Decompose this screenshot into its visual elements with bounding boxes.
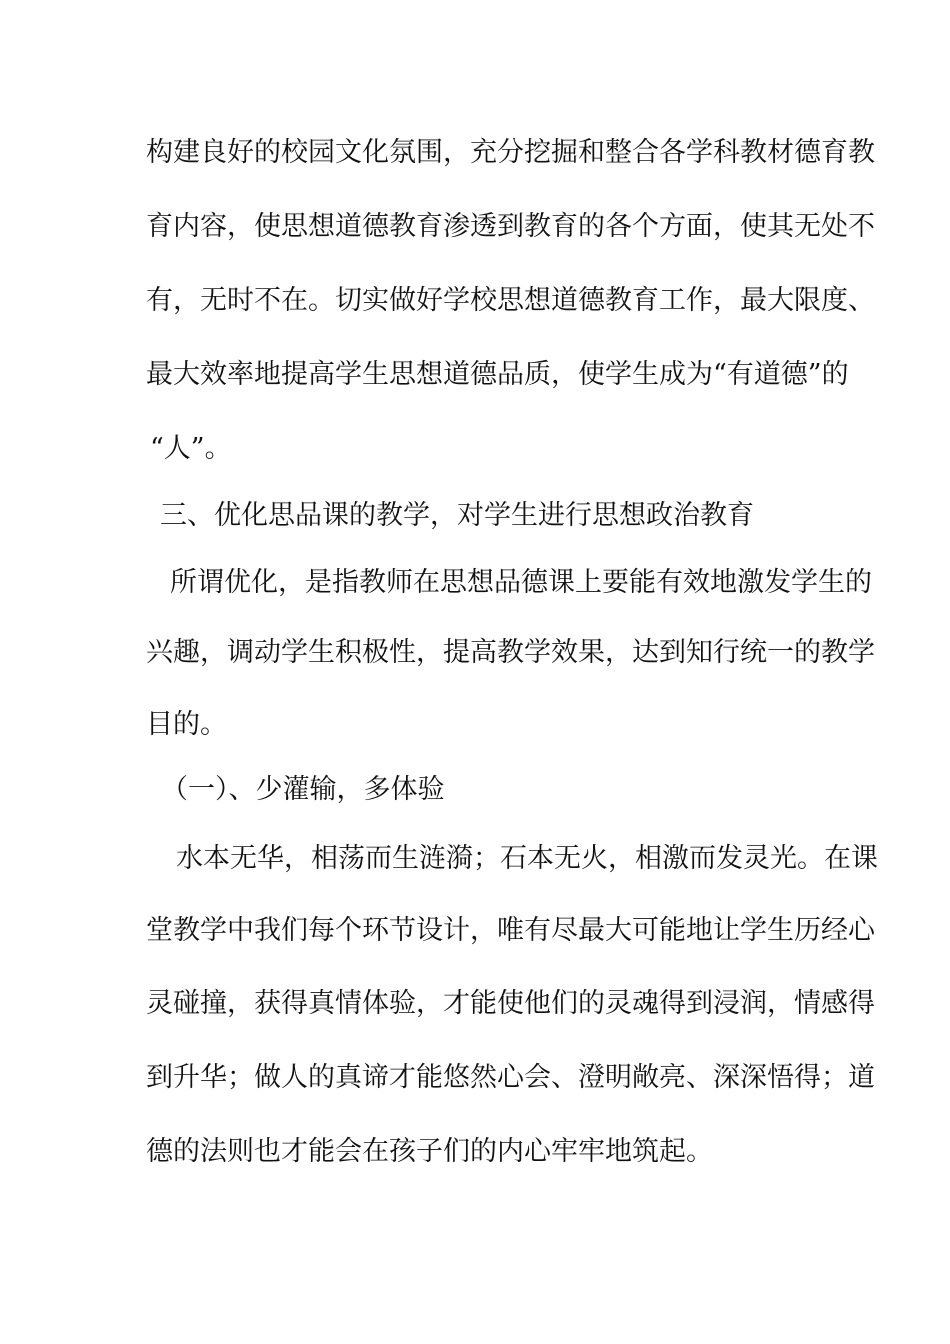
section-heading: 三、优化思品课的教学，对学生进行思想政治教育 (160, 500, 754, 531)
text-line: 所谓优化，是指教师在思想品德课上要能有效地激发学生的 (170, 567, 872, 598)
text-line: 水本无华，相荡而生涟漪；石本无火，相激而发灵光。在课 (176, 843, 878, 874)
text-line: 德的法则也才能会在孩子们的内心牢牢地筑起。 (146, 1136, 713, 1167)
text-line: 兴趣，调动学生积极性，提高教学效果，达到知行统一的教学 (146, 637, 875, 668)
subsection-heading: （一）、少灌输，多体验 (161, 774, 445, 805)
text-line: 最大效率地提高学生思想道德品质，使学生成为“有道德”的 (146, 359, 849, 390)
text-line: 堂教学中我们每个环节设计，唯有尽最大可能地让学生历经心 (146, 915, 875, 946)
text-line: 到升华；做人的真谛才能悠然心会、澄明敞亮、深深悟得；道 (146, 1062, 875, 1093)
text-line: 有，无时不在。切实做好学校思想道德教育工作，最大限度、 (146, 285, 875, 316)
text-line: 目的。 (146, 709, 227, 740)
text-line: 构建良好的校园文化氛围，充分挖掘和整合各学科教材德育教 (146, 137, 875, 168)
text-line: 灵碰撞，获得真情体验，才能使他们的灵魂得到浸润，情感得 (146, 988, 875, 1019)
text-line: “人”。 (150, 433, 232, 464)
text-line: 育内容，使思想道德教育渗透到教育的各个方面，使其无处不 (146, 211, 875, 242)
